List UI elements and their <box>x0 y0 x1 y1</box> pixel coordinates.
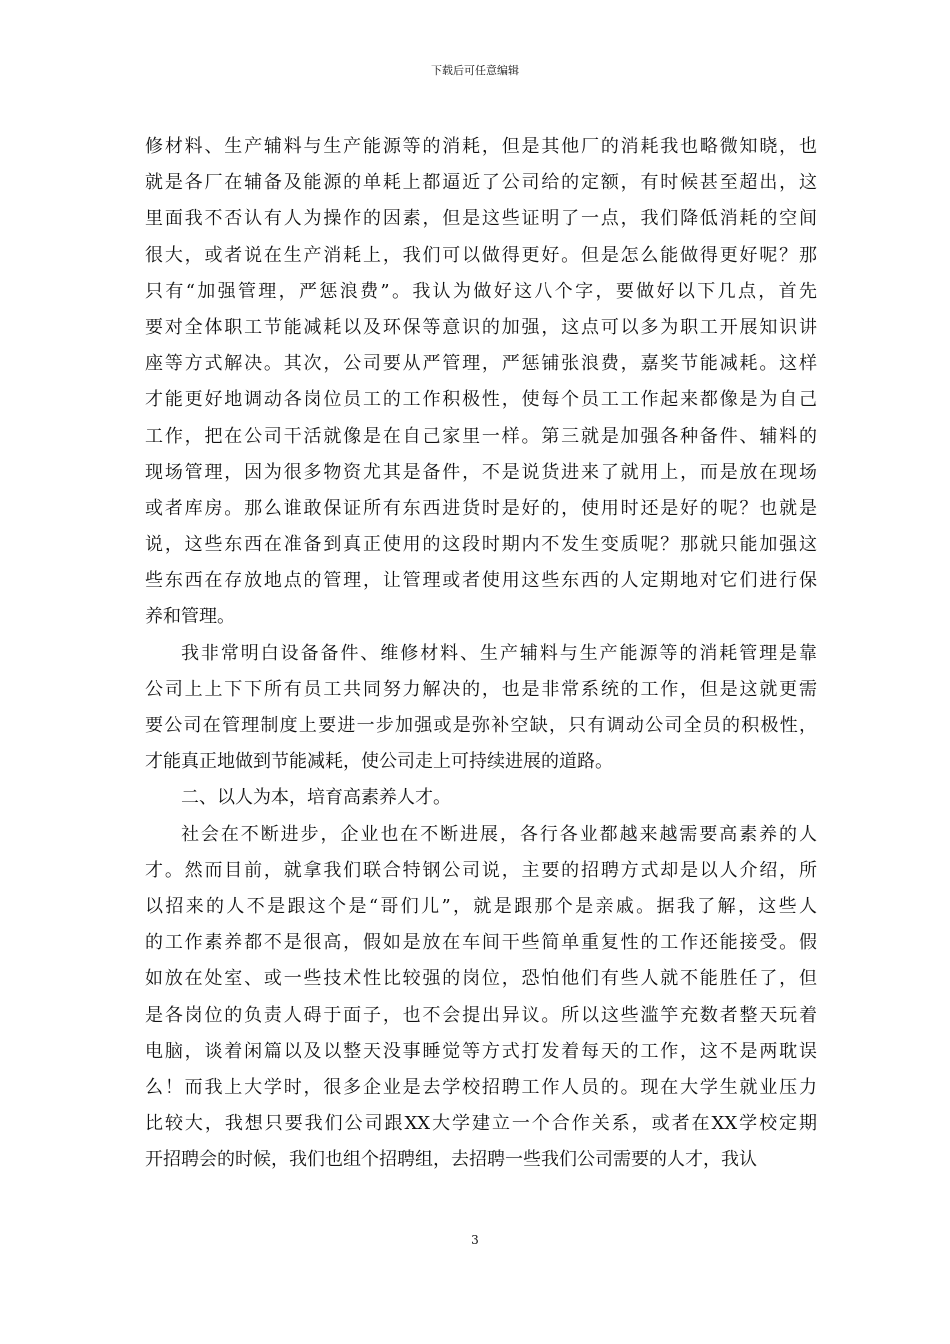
text-line: 开招聘会的时候，我们也组个招聘组，去招聘一些我们公司需要的人才，我认 <box>145 1149 757 1171</box>
paragraph <box>145 780 817 816</box>
text-line: 就是各厂在辅备及能源的单耗上都逼近了公司给的定额，有时候甚至超出，这 <box>145 172 817 194</box>
page-header: 下载后可任意编辑 <box>431 64 519 77</box>
text-line: 工作，把在公司干活就像是在自己家里一样。第三就是加强各种备件、辅料的 <box>145 425 817 447</box>
text-line: 是各岗位的负责人碍于面子，也不会提出异议。所以这些滥竽充数者整天玩着 <box>145 1004 817 1026</box>
page-number: 3 <box>471 1233 479 1247</box>
text-line: 现场管理，因为很多物资尤其是备件，不是说货进来了就用上，而是放在现场 <box>145 461 817 483</box>
text-line: 的工作素养都不是很高，假如是放在车间干些简单重复性的工作还能接受。假 <box>145 932 817 954</box>
text-line: 我非常明白设备备件、维修材料、生产辅料与生产能源等的消耗管理是靠 <box>181 642 817 664</box>
text-line: 么！而我上大学时，很多企业是去学校招聘工作人员的。现在大学生就业压力 <box>145 1076 817 1098</box>
text-line: 公司上上下下所有员工共同努力解决的，也是非常系统的工作，但是这就更需 <box>145 678 817 700</box>
paragraph <box>145 817 817 1179</box>
text-line: 只有“加强管理，严惩浪费”。我认为做好这八个字，要做好以下几点，首先 <box>145 280 817 302</box>
text-line: 以招来的人不是跟这个是“哥们儿”，就是跟那个是亲戚。据我了解，这些人 <box>145 895 817 917</box>
paragraph <box>145 636 817 781</box>
text-line: 些东西在存放地点的管理，让管理或者使用这些东西的人定期地对它们进行保 <box>145 570 817 592</box>
text-line: 社会在不断进步，企业也在不断进展，各行各业都越来越需要高素养的人 <box>181 823 817 845</box>
text-line: 要对全体职工节能减耗以及环保等意识的加强，这点可以多为职工开展知识讲 <box>145 316 817 338</box>
text-line: 才。然而目前，就拿我们联合特钢公司说，主要的招聘方式却是以人介绍，所 <box>145 859 817 881</box>
text-line: 或者库房。那么谁敢保证所有东西进货时是好的，使用时还是好的呢？也就是 <box>145 497 817 519</box>
text-line: 要公司在管理制度上要进一步加强或是弥补空缺，只有调动公司全员的积极性， <box>145 715 817 736</box>
text-line: 电脑，谈着闲篇以及以整天没事睡觉等方式打发着每天的工作，这不是两耽误 <box>145 1040 817 1062</box>
text-line: 比较大，我想只要我们公司跟XX大学建立一个合作关系，或者在XX学校定期 <box>145 1113 817 1135</box>
text-line: 座等方式解决。其次，公司要从严管理，严惩铺张浪费，嘉奖节能减耗。这样 <box>145 353 817 375</box>
text-line: 养和管理。 <box>145 606 235 628</box>
paragraph <box>145 129 817 636</box>
text-line: 如放在处室、或一些技术性比较强的岗位，恐怕他们有些人就不能胜任了，但 <box>145 968 817 990</box>
text-line: 里面我不否认有人为操作的因素，但是这些证明了一点，我们降低消耗的空间 <box>145 208 817 230</box>
document-body <box>145 129 817 1178</box>
text-line: 很大，或者说在生产消耗上，我们可以做得更好。但是怎么能做得更好呢？那 <box>145 244 817 266</box>
text-line: 说，这些东西在准备到真正使用的这段时期内不发生变质呢？那就只能加强这 <box>145 534 817 556</box>
text-line: 才能更好地调动各岗位员工的工作积极性，使每个员工工作起来都像是为自己 <box>145 389 817 411</box>
text-line: 修材料、生产辅料与生产能源等的消耗，但是其他厂的消耗我也略微知晓，也 <box>145 136 817 157</box>
text-line: 才能真正地做到节能减耗，使公司走上可持续进展的道路。 <box>145 751 613 773</box>
text-line: 二、以人为本，培育高素养人才。 <box>181 787 451 809</box>
